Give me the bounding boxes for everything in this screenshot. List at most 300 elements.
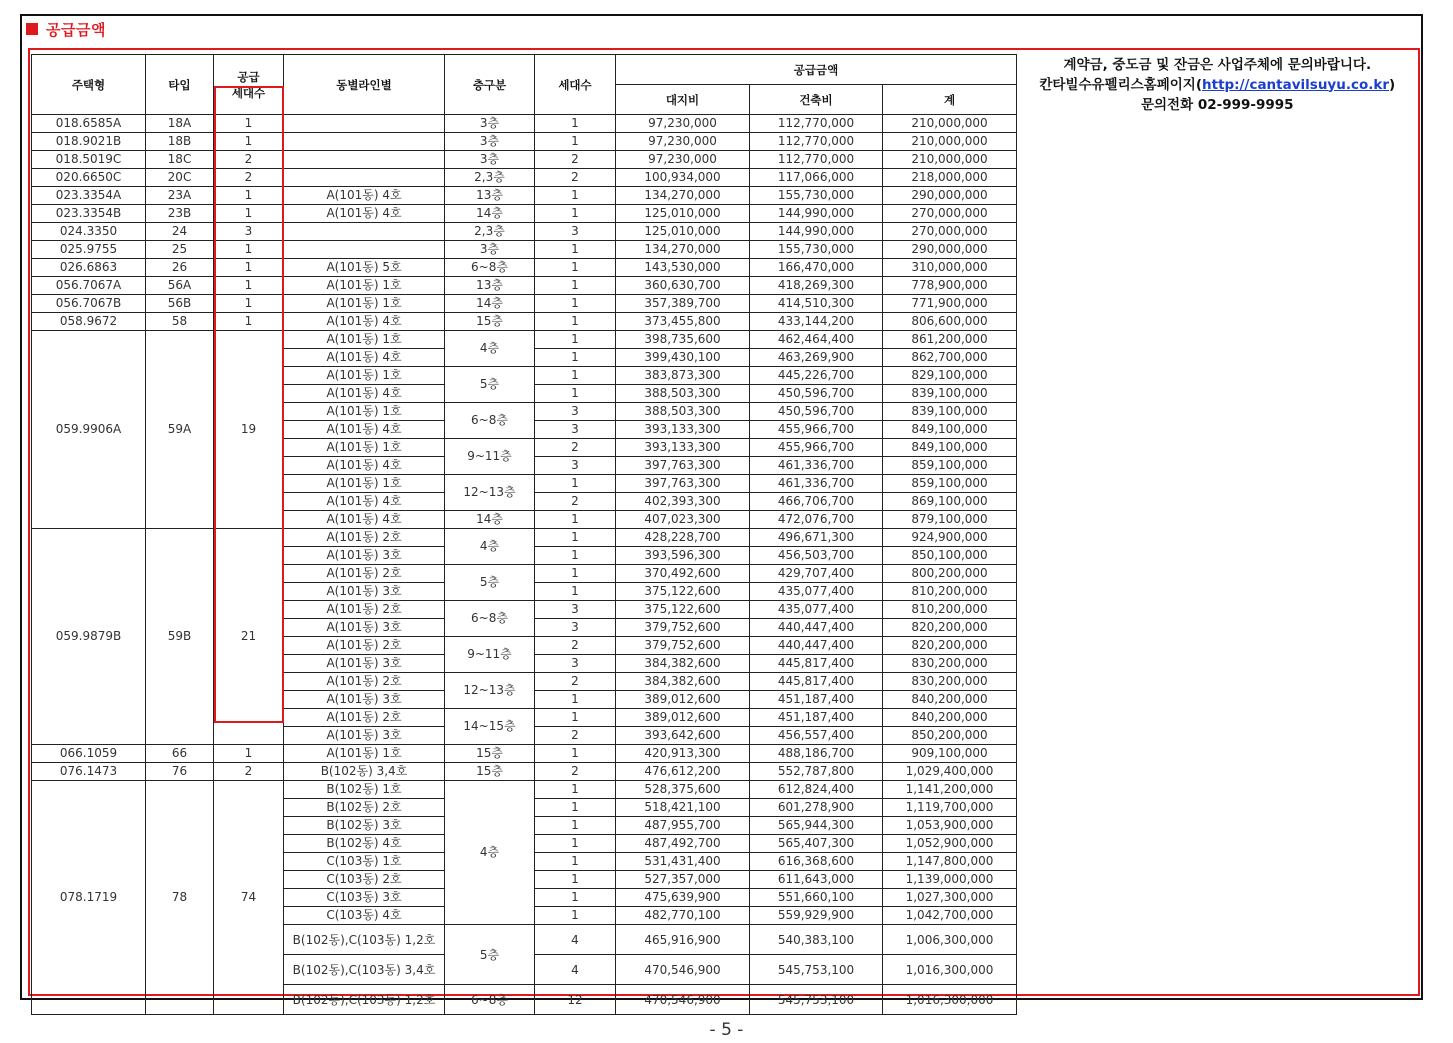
cell-dong-line: A(101동) 4호 [284, 313, 445, 331]
cell-units: 1 [535, 331, 616, 349]
cell-building: 472,076,700 [750, 511, 883, 529]
cell-dong-line: A(101동) 3호 [284, 547, 445, 565]
cell-building: 433,144,200 [750, 313, 883, 331]
cell-type: 59A [146, 331, 214, 529]
cell-land: 388,503,300 [616, 403, 750, 421]
cell-total: 270,000,000 [883, 223, 1017, 241]
cell-total: 290,000,000 [883, 187, 1017, 205]
cell-house: 020.6650C [32, 169, 146, 187]
cell-dong-line: B(102동) 1호 [284, 781, 445, 799]
cell-supply: 1 [214, 205, 284, 223]
cell-type: 18C [146, 151, 214, 169]
cell-land: 428,228,700 [616, 529, 750, 547]
cell-building: 440,447,400 [750, 637, 883, 655]
cell-floor: 5층 [445, 367, 535, 403]
cell-building: 445,817,400 [750, 673, 883, 691]
cell-land: 393,642,600 [616, 727, 750, 745]
cell-dong-line: A(101동) 1호 [284, 403, 445, 421]
cell-total: 1,139,000,000 [883, 871, 1017, 889]
cell-type: 25 [146, 241, 214, 259]
header-supply-units [214, 55, 284, 115]
cell-units: 2 [535, 637, 616, 655]
notice-line-1: 계약금, 중도금 및 잔금은 사업주체에 문의바랍니다. [1063, 56, 1372, 73]
header-supply-units-line1: 공급 [237, 69, 260, 84]
cell-floor: 14층 [445, 295, 535, 313]
cell-building: 435,077,400 [750, 601, 883, 619]
supply-price-table [31, 54, 1418, 1015]
cell-dong-line: C(103동) 4호 [284, 907, 445, 925]
cell-total: 1,042,700,000 [883, 907, 1017, 925]
cell-house: 078.1719 [32, 781, 146, 1015]
cell-units: 3 [535, 655, 616, 673]
cell-house: 056.7067B [32, 295, 146, 313]
cell-floor: 5층 [445, 565, 535, 601]
cell-type: 23A [146, 187, 214, 205]
cell-units: 4 [535, 955, 616, 985]
cell-units: 3 [535, 619, 616, 637]
cell-total: 1,053,900,000 [883, 817, 1017, 835]
cell-total: 290,000,000 [883, 241, 1017, 259]
cell-floor: 2,3층 [445, 223, 535, 241]
cell-land: 465,916,900 [616, 925, 750, 955]
cell-total: 839,100,000 [883, 385, 1017, 403]
cell-building: 461,336,700 [750, 475, 883, 493]
cell-units: 1 [535, 367, 616, 385]
header-land-cost: 대지비 [616, 85, 750, 115]
cell-dong-line: A(101동) 3호 [284, 583, 445, 601]
cell-total: 1,027,300,000 [883, 889, 1017, 907]
cell-land: 482,770,100 [616, 907, 750, 925]
cell-building: 414,510,300 [750, 295, 883, 313]
cell-floor: 15층 [445, 313, 535, 331]
cell-land: 375,122,600 [616, 601, 750, 619]
cell-dong-line: A(101동) 2호 [284, 601, 445, 619]
cell-floor: 6~8층 [445, 403, 535, 439]
notice-cell [1017, 55, 1418, 115]
cell-total: 1,016,300,000 [883, 955, 1017, 985]
cell-land: 125,010,000 [616, 223, 750, 241]
cell-land: 470,546,900 [616, 985, 750, 1015]
cell-units: 1 [535, 889, 616, 907]
cell-building: 451,187,400 [750, 691, 883, 709]
cell-supply: 1 [214, 313, 284, 331]
table-row [32, 169, 1418, 187]
cell-building: 559,929,900 [750, 907, 883, 925]
cell-building: 488,186,700 [750, 745, 883, 763]
cell-land: 134,270,000 [616, 241, 750, 259]
cell-dong-line: A(101동) 1호 [284, 331, 445, 349]
cell-land: 393,133,300 [616, 421, 750, 439]
cell-building: 611,643,000 [750, 871, 883, 889]
cell-building: 456,557,400 [750, 727, 883, 745]
header-type: 타입 [146, 55, 214, 115]
cell-units: 4 [535, 925, 616, 955]
cell-land: 399,430,100 [616, 349, 750, 367]
header-dong-line: 동별라인별 [284, 55, 445, 115]
cell-total: 830,200,000 [883, 655, 1017, 673]
cell-units: 1 [535, 313, 616, 331]
cell-floor: 5층 [445, 925, 535, 985]
cell-building: 565,407,300 [750, 835, 883, 853]
cell-building: 496,671,300 [750, 529, 883, 547]
cell-dong-line: A(101동) 1호 [284, 295, 445, 313]
cell-land: 470,546,900 [616, 955, 750, 985]
cell-building: 155,730,000 [750, 187, 883, 205]
cell-house: 056.7067A [32, 277, 146, 295]
cell-dong-line: A(101동) 4호 [284, 187, 445, 205]
cell-units: 1 [535, 475, 616, 493]
cell-dong-line: A(101동) 4호 [284, 457, 445, 475]
cell-building: 461,336,700 [750, 457, 883, 475]
cell-building: 117,066,000 [750, 169, 883, 187]
cell-total: 850,100,000 [883, 547, 1017, 565]
red-square-icon [26, 23, 38, 35]
cell-house: 023.3354A [32, 187, 146, 205]
cell-building: 144,990,000 [750, 205, 883, 223]
cell-floor: 4층 [445, 331, 535, 367]
cell-dong-line: A(101동) 4호 [284, 205, 445, 223]
cell-dong-line: A(101동) 2호 [284, 529, 445, 547]
cell-dong-line: A(101동) 1호 [284, 475, 445, 493]
table-row [32, 295, 1418, 313]
cell-land: 357,389,700 [616, 295, 750, 313]
cell-total: 859,100,000 [883, 475, 1017, 493]
cell-dong-line: B(102동) 2호 [284, 799, 445, 817]
homepage-link[interactable]: http://cantavilsuyu.co.kr [1202, 76, 1390, 93]
cell-land: 398,735,600 [616, 331, 750, 349]
cell-land: 383,873,300 [616, 367, 750, 385]
table-row [32, 313, 1418, 331]
cell-land: 475,639,900 [616, 889, 750, 907]
cell-floor: 6~8층 [445, 259, 535, 277]
cell-type: 78 [146, 781, 214, 1015]
header-floor: 층구분 [445, 55, 535, 115]
cell-land: 97,230,000 [616, 133, 750, 151]
cell-land: 420,913,300 [616, 745, 750, 763]
cell-units: 1 [535, 709, 616, 727]
cell-total: 829,100,000 [883, 367, 1017, 385]
cell-supply: 1 [214, 133, 284, 151]
cell-house: 023.3354B [32, 205, 146, 223]
cell-floor: 15층 [445, 763, 535, 781]
table-row [32, 331, 1418, 349]
cell-house: 059.9879B [32, 529, 146, 745]
cell-floor: 3층 [445, 151, 535, 169]
cell-type: 18B [146, 133, 214, 151]
cell-building: 616,368,600 [750, 853, 883, 871]
cell-type: 56A [146, 277, 214, 295]
cell-units: 2 [535, 439, 616, 457]
cell-supply: 19 [214, 331, 284, 529]
cell-dong-line: B(102동) 3,4호 [284, 763, 445, 781]
cell-total: 840,200,000 [883, 691, 1017, 709]
notice-homepage-label: 칸타빌수유펠리스홈페이지( [1039, 76, 1202, 93]
cell-house: 076.1473 [32, 763, 146, 781]
cell-building: 540,383,100 [750, 925, 883, 955]
cell-land: 370,492,600 [616, 565, 750, 583]
cell-supply: 1 [214, 259, 284, 277]
cell-building: 455,966,700 [750, 439, 883, 457]
cell-land: 407,023,300 [616, 511, 750, 529]
cell-building: 112,770,000 [750, 151, 883, 169]
cell-floor: 2,3층 [445, 169, 535, 187]
cell-building: 601,278,900 [750, 799, 883, 817]
header-building-cost: 건축비 [750, 85, 883, 115]
cell-total: 218,000,000 [883, 169, 1017, 187]
cell-type: 26 [146, 259, 214, 277]
cell-supply: 1 [214, 241, 284, 259]
cell-floor: 13층 [445, 187, 535, 205]
cell-units: 1 [535, 133, 616, 151]
cell-land: 487,955,700 [616, 817, 750, 835]
cell-floor: 6~8층 [445, 985, 535, 1015]
table-row [32, 763, 1418, 781]
cell-building: 445,226,700 [750, 367, 883, 385]
cell-dong-line: B(102동) 3호 [284, 817, 445, 835]
cell-land: 360,630,700 [616, 277, 750, 295]
cell-floor: 3층 [445, 241, 535, 259]
cell-dong-line: A(101동) 2호 [284, 673, 445, 691]
cell-total: 310,000,000 [883, 259, 1017, 277]
cell-land: 389,012,600 [616, 709, 750, 727]
cell-dong-line: C(103동) 1호 [284, 853, 445, 871]
table-row [32, 187, 1418, 205]
cell-house: 018.9021B [32, 133, 146, 151]
cell-units: 3 [535, 223, 616, 241]
cell-supply: 1 [214, 115, 284, 133]
cell-total: 840,200,000 [883, 709, 1017, 727]
cell-house: 025.9755 [32, 241, 146, 259]
cell-building: 462,464,400 [750, 331, 883, 349]
header-units: 세대수 [535, 55, 616, 115]
cell-dong-line: A(101동) 4호 [284, 421, 445, 439]
cell-supply: 1 [214, 277, 284, 295]
cell-units: 1 [535, 259, 616, 277]
cell-dong-line: A(101동) 2호 [284, 565, 445, 583]
cell-total: 810,200,000 [883, 583, 1017, 601]
cell-total: 1,147,800,000 [883, 853, 1017, 871]
cell-units: 1 [535, 295, 616, 313]
cell-floor: 9~11층 [445, 637, 535, 673]
cell-building: 144,990,000 [750, 223, 883, 241]
cell-building: 463,269,900 [750, 349, 883, 367]
cell-total: 850,200,000 [883, 727, 1017, 745]
cell-floor: 3층 [445, 115, 535, 133]
cell-units: 1 [535, 529, 616, 547]
cell-total: 839,100,000 [883, 403, 1017, 421]
cell-floor: 12~13층 [445, 673, 535, 709]
table-row [32, 529, 1418, 547]
cell-units: 1 [535, 349, 616, 367]
cell-type: 59B [146, 529, 214, 745]
cell-dong-line: C(103동) 2호 [284, 871, 445, 889]
section-title: 공급금액 [46, 20, 106, 39]
cell-building: 450,596,700 [750, 403, 883, 421]
cell-building: 112,770,000 [750, 133, 883, 151]
cell-units: 1 [535, 817, 616, 835]
table-row [32, 133, 1418, 151]
cell-type: 24 [146, 223, 214, 241]
cell-total: 861,200,000 [883, 331, 1017, 349]
cell-dong-line: A(101동) 3호 [284, 655, 445, 673]
cell-total: 830,200,000 [883, 673, 1017, 691]
table-row [32, 223, 1418, 241]
cell-land: 518,421,100 [616, 799, 750, 817]
cell-total: 849,100,000 [883, 421, 1017, 439]
cell-land: 384,382,600 [616, 655, 750, 673]
cell-land: 393,596,300 [616, 547, 750, 565]
cell-house: 066.1059 [32, 745, 146, 763]
cell-total: 270,000,000 [883, 205, 1017, 223]
cell-dong-line: A(101동) 2호 [284, 709, 445, 727]
cell-house: 024.3350 [32, 223, 146, 241]
cell-building: 429,707,400 [750, 565, 883, 583]
cell-building: 456,503,700 [750, 547, 883, 565]
cell-total: 849,100,000 [883, 439, 1017, 457]
cell-dong-line: A(101동) 1호 [284, 277, 445, 295]
cell-total: 924,900,000 [883, 529, 1017, 547]
cell-land: 373,455,800 [616, 313, 750, 331]
notice-homepage-suffix: ) [1389, 76, 1396, 93]
cell-units: 1 [535, 853, 616, 871]
table-row [32, 151, 1418, 169]
cell-dong-line: A(101동) 4호 [284, 493, 445, 511]
cell-total: 771,900,000 [883, 295, 1017, 313]
header-house-type: 주택형 [32, 55, 146, 115]
cell-building: 551,660,100 [750, 889, 883, 907]
cell-supply: 21 [214, 529, 284, 745]
header-price-group: 공급금액 [616, 55, 1017, 85]
cell-land: 97,230,000 [616, 115, 750, 133]
cell-floor: 12~13층 [445, 475, 535, 511]
cell-land: 375,122,600 [616, 583, 750, 601]
cell-dong-line: A(101동) 4호 [284, 511, 445, 529]
cell-total: 1,029,400,000 [883, 763, 1017, 781]
notice-line-3: 문의전화 02-999-9995 [1140, 96, 1294, 113]
cell-land: 379,752,600 [616, 637, 750, 655]
cell-dong-line: B(102동),C(103동) 1,2호 [284, 985, 445, 1015]
cell-type: 58 [146, 313, 214, 331]
cell-dong-line: A(101동) 1호 [284, 745, 445, 763]
cell-total: 1,052,900,000 [883, 835, 1017, 853]
cell-land: 388,503,300 [616, 385, 750, 403]
table-row [32, 241, 1418, 259]
cell-building: 612,824,400 [750, 781, 883, 799]
cell-total: 1,006,300,000 [883, 925, 1017, 955]
cell-house: 018.6585A [32, 115, 146, 133]
cell-land: 397,763,300 [616, 475, 750, 493]
cell-land: 402,393,300 [616, 493, 750, 511]
cell-dong-line: A(101동) 1호 [284, 439, 445, 457]
cell-total: 210,000,000 [883, 151, 1017, 169]
cell-dong-line: A(101동) 4호 [284, 385, 445, 403]
cell-house: 059.9906A [32, 331, 146, 529]
cell-total: 859,100,000 [883, 457, 1017, 475]
cell-units: 2 [535, 763, 616, 781]
table-row [32, 205, 1418, 223]
cell-dong-line [284, 241, 445, 259]
cell-units: 1 [535, 583, 616, 601]
cell-units: 2 [535, 151, 616, 169]
cell-dong-line: A(101동) 1호 [284, 367, 445, 385]
table-row [32, 259, 1418, 277]
cell-units: 1 [535, 565, 616, 583]
cell-supply: 2 [214, 763, 284, 781]
cell-floor: 4층 [445, 529, 535, 565]
cell-building: 440,447,400 [750, 619, 883, 637]
cell-supply: 1 [214, 187, 284, 205]
cell-building: 455,966,700 [750, 421, 883, 439]
cell-land: 487,492,700 [616, 835, 750, 853]
page-number: - 5 - [709, 1020, 744, 1040]
cell-house: 018.5019C [32, 151, 146, 169]
cell-house: 058.9672 [32, 313, 146, 331]
cell-dong-line [284, 115, 445, 133]
cell-units: 1 [535, 835, 616, 853]
cell-units: 1 [535, 907, 616, 925]
cell-floor: 3층 [445, 133, 535, 151]
cell-type: 66 [146, 745, 214, 763]
cell-land: 143,530,000 [616, 259, 750, 277]
table-body [32, 115, 1418, 1015]
cell-building: 435,077,400 [750, 583, 883, 601]
cell-total: 800,200,000 [883, 565, 1017, 583]
cell-total: 1,141,200,000 [883, 781, 1017, 799]
cell-house: 026.6863 [32, 259, 146, 277]
cell-units: 1 [535, 205, 616, 223]
cell-units: 3 [535, 403, 616, 421]
cell-units: 1 [535, 781, 616, 799]
cell-units: 3 [535, 457, 616, 475]
table-row [32, 115, 1418, 133]
cell-dong-line [284, 169, 445, 187]
cell-building: 450,596,700 [750, 385, 883, 403]
cell-total: 806,600,000 [883, 313, 1017, 331]
cell-building: 565,944,300 [750, 817, 883, 835]
cell-total: 210,000,000 [883, 115, 1017, 133]
cell-land: 379,752,600 [616, 619, 750, 637]
cell-building: 451,187,400 [750, 709, 883, 727]
cell-type: 56B [146, 295, 214, 313]
cell-building: 112,770,000 [750, 115, 883, 133]
cell-units: 1 [535, 691, 616, 709]
cell-building: 418,269,300 [750, 277, 883, 295]
cell-dong-line: A(101동) 4호 [284, 349, 445, 367]
cell-dong-line: A(101동) 3호 [284, 691, 445, 709]
cell-total: 210,000,000 [883, 133, 1017, 151]
price-table-wrap [31, 54, 1417, 1015]
cell-floor: 6~8층 [445, 601, 535, 637]
cell-building: 445,817,400 [750, 655, 883, 673]
cell-dong-line: A(101동) 5호 [284, 259, 445, 277]
cell-dong-line: B(102동),C(103동) 1,2호 [284, 925, 445, 955]
cell-land: 393,133,300 [616, 439, 750, 457]
cell-dong-line [284, 151, 445, 169]
cell-supply: 1 [214, 745, 284, 763]
cell-building: 466,706,700 [750, 493, 883, 511]
cell-units: 2 [535, 673, 616, 691]
cell-units: 2 [535, 493, 616, 511]
cell-total: 778,900,000 [883, 277, 1017, 295]
table-row [32, 745, 1418, 763]
table-row [32, 277, 1418, 295]
cell-type: 23B [146, 205, 214, 223]
cell-type: 18A [146, 115, 214, 133]
header-supply-units-line2: 세대수 [231, 85, 266, 100]
cell-land: 125,010,000 [616, 205, 750, 223]
cell-floor: 9~11층 [445, 439, 535, 475]
cell-supply: 2 [214, 169, 284, 187]
